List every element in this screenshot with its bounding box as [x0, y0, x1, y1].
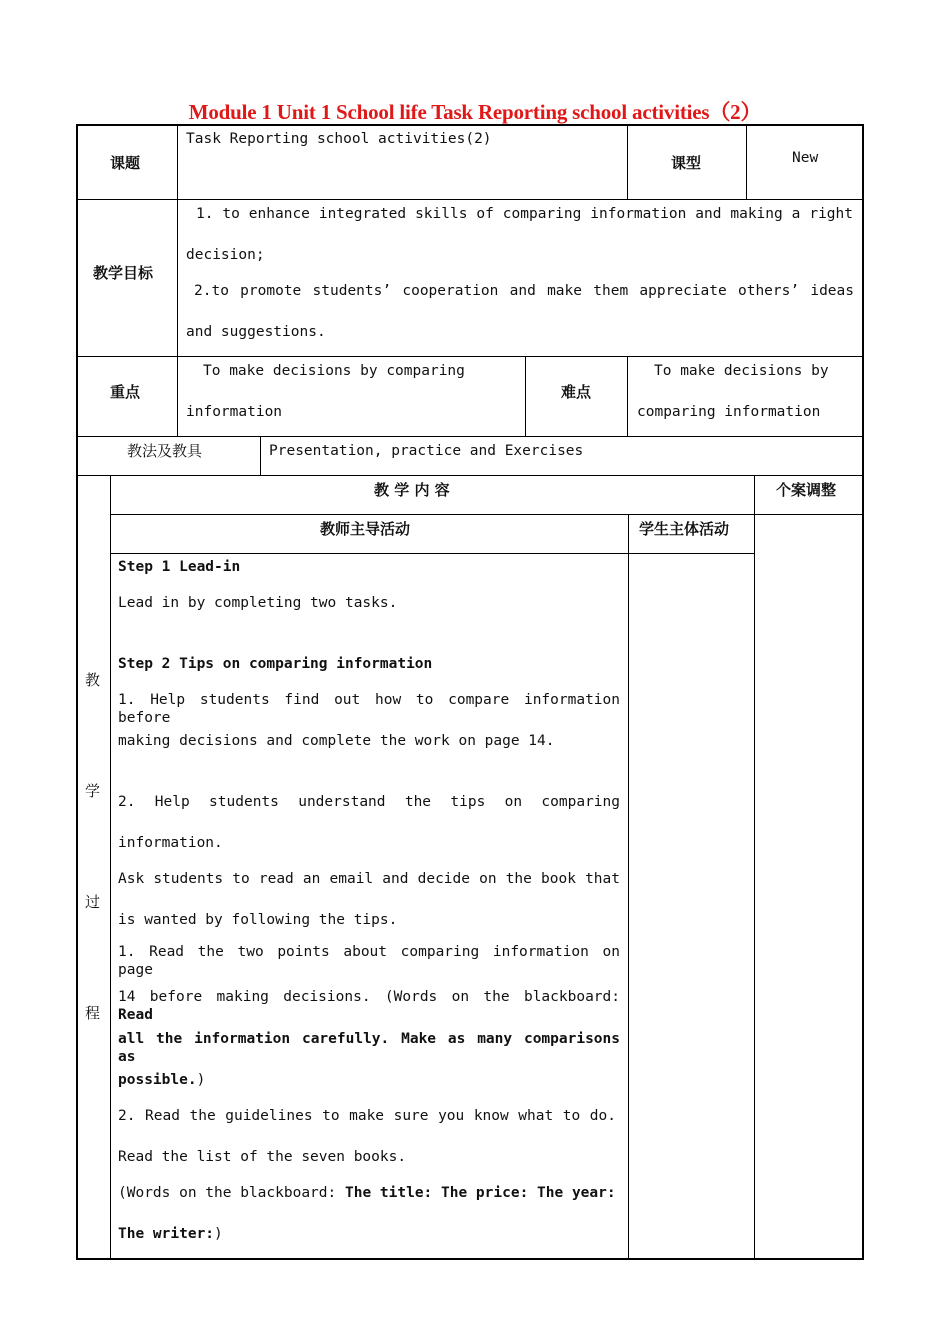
content-line-part: The title: The price: The year: — [344, 1185, 616, 1201]
col-divider — [177, 124, 178, 436]
process-char: 教 — [85, 671, 101, 689]
col-divider — [627, 124, 628, 200]
content-line: 2. Read the guidelines to make sure you know what to do. — [118, 1108, 616, 1124]
key-points-label: 重点 — [110, 383, 141, 401]
difficulty-text: To make decisions by — [654, 363, 829, 379]
difficulty-label: 难点 — [561, 383, 592, 401]
content-line: 1. Read the two points about comparing information on page — [118, 944, 620, 978]
col-divider — [628, 514, 629, 1260]
row-divider — [76, 356, 864, 357]
content-line-part: Read — [118, 1007, 153, 1023]
content-line: Read the list of the seven books. — [118, 1149, 407, 1165]
topic-label: 课题 — [110, 154, 141, 172]
content-line: 2. Help students understand the tips on comparing — [118, 794, 620, 810]
difficulty-text: comparing information — [637, 404, 821, 420]
objective-line: 2.to promote students’ cooperation and make them appreciate others’ ideas — [194, 283, 854, 299]
objective-line: 1. to enhance integrated skills of comparing information and making a right — [196, 206, 853, 222]
content-line — [118, 1184, 616, 1202]
key-points-text: information — [186, 404, 283, 420]
process-char: 过 — [85, 893, 101, 911]
content-line-part: 14 before making decisions. (Words on the blackboard: — [118, 989, 620, 1005]
lesson-type-value: New — [792, 150, 819, 166]
content-line: all the information carefully. Make as many comparisons as — [118, 1031, 620, 1065]
step-1-title: Step 1 Lead-in — [118, 559, 241, 575]
content-line-part: ) — [214, 1226, 223, 1242]
content-line-part: The writer: — [118, 1226, 215, 1242]
content-line — [118, 1071, 205, 1089]
content-line-part: possible. — [118, 1072, 197, 1088]
objective-line: and suggestions. — [186, 324, 326, 340]
process-char: 程 — [85, 1004, 101, 1022]
content-line: Lead in by completing two tasks. — [118, 595, 398, 611]
content-line: Ask students to read an email and decide on the book that — [118, 871, 620, 887]
content-line: is wanted by following the tips. — [118, 912, 398, 928]
col-divider — [260, 436, 261, 475]
content-line-part: ) — [196, 1072, 206, 1088]
objective-line: decision; — [186, 247, 265, 263]
col-divider — [525, 356, 526, 436]
row-divider — [110, 514, 864, 515]
document-title: Module 1 Unit 1 School life Task Reporting school activities（2） — [188, 100, 762, 124]
row-divider — [76, 436, 864, 437]
content-line: making decisions and complete the work on page 14. — [118, 733, 555, 749]
topic-value: Task Reporting school activities(2) — [186, 131, 492, 147]
row-divider — [110, 553, 755, 554]
col-divider — [627, 356, 628, 436]
step-2-title: Step 2 Tips on comparing information — [118, 656, 433, 672]
content-line-part: (Words on the blackboard: — [118, 1185, 345, 1201]
methods-value: Presentation, practice and Exercises — [269, 443, 584, 459]
content-line — [118, 1225, 223, 1243]
content-line — [118, 988, 620, 1024]
adjustment-header: 个案调整 — [776, 481, 837, 499]
col-divider — [746, 124, 747, 200]
content-line: 1. Help students find out how to compare information before — [118, 692, 620, 726]
student-activity-header: 学生主体活动 — [639, 520, 730, 538]
process-char: 学 — [85, 782, 101, 800]
key-points-text: To make decisions by comparing — [203, 363, 465, 379]
row-divider — [76, 475, 864, 476]
teacher-activity-header: 教师主导活动 — [320, 520, 411, 538]
objectives-label: 教学目标 — [93, 264, 154, 282]
content-header: 教 学 内 容 — [374, 481, 450, 499]
lesson-type-label: 课型 — [671, 154, 702, 172]
methods-label: 教法及教具 — [127, 442, 203, 460]
col-divider — [754, 475, 755, 1260]
content-line: information. — [118, 835, 223, 851]
col-divider — [110, 475, 111, 1260]
